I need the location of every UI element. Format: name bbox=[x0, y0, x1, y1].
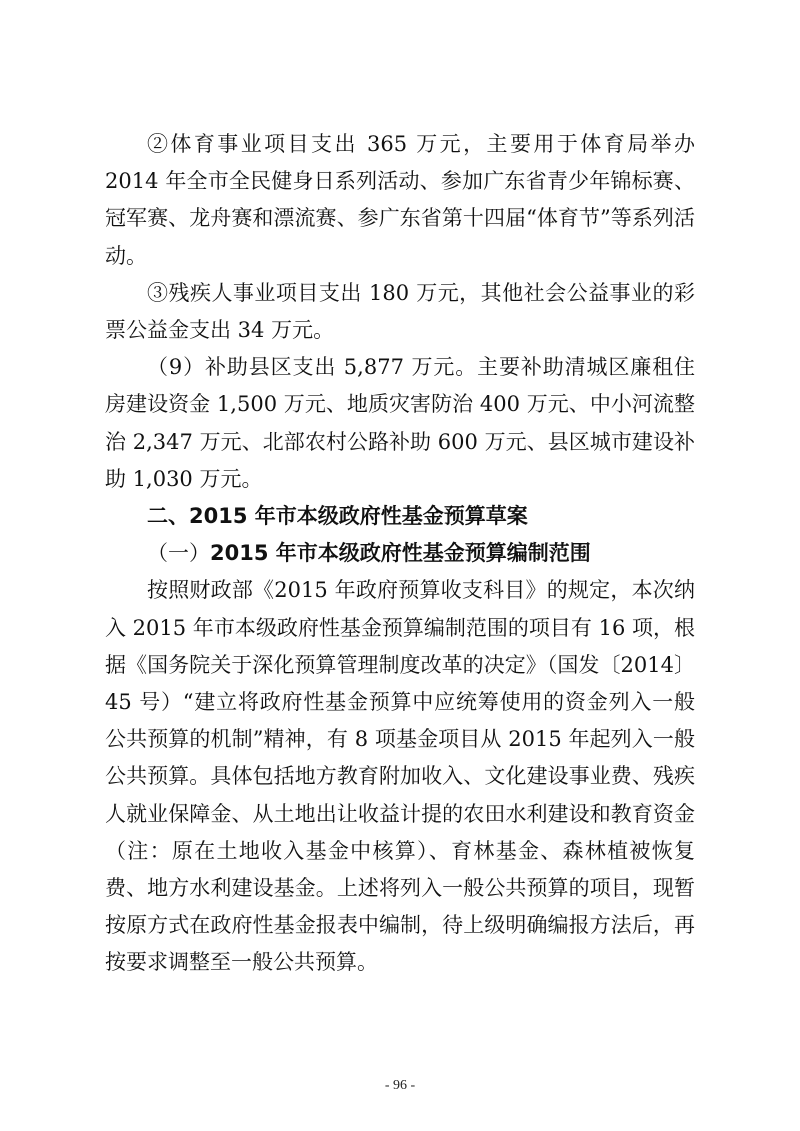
paragraph-disabled-expenditure: ③残疾人事业项目支出 180 万元，其他社会公益事业的彩票公益金支出 34 万元。 bbox=[105, 280, 695, 343]
section-heading: 二、2015 年市本级政府性基金预算草案 bbox=[147, 504, 528, 529]
subsection-title: 2015 年市本级政府性基金预算编制范围 bbox=[210, 541, 591, 566]
page-number: - 96 - bbox=[384, 1078, 416, 1093]
paragraph-county-subsidy: （9）补助县区支出 5,877 万元。主要补助清城区廉租住房建设资金 1,500 万元、地质灾害防治 400 万元、中小河流整治 2,347 万元、北部农村公路补助 600 万元、县区城市建设补助 1,030 万元。 bbox=[105, 355, 696, 491]
paragraph-sports-expenditure: ②体育事业项目支出 365 万元，主要用于体育局举办 2014 年全市全民健身日系列活动、参加广东省青少年锦标赛、冠军赛、龙舟赛和漂流赛、参广东省第十四届“体育节”等系列活动。 bbox=[105, 132, 695, 268]
subsection-heading bbox=[105, 535, 695, 572]
subsection-prefix: （一） bbox=[147, 541, 210, 566]
paragraph-budget-scope: 按照财政部《2015 年政府预算收支科目》的规定，本次纳入 2015 年市本级政府性基金预算编制范围的项目有 16 项，根据《国务院关于深化预算管理制度改革的决定》（国发〔2014〕45 号）“建立将政府性基金预算中应统筹使用的资金列入一般公共预算的机制”精神，有 8 项基金项目从 2015 年起列入一般公共预算。具体包括地方教育附加收入、文化建设事业费、残疾人就业保障金、从土地出让收益计提的农田水利建设和教育资金（注：原在土地收入基金中核算）、育林基金、森林植被恢复费、地方水利建设基金。上述将列入一般公共预算的项目，现暂按原方式在政府性基金报表中编制，待上级明确编报方法后，再按要求调整至一般公共预算。 bbox=[105, 578, 695, 975]
document-body bbox=[105, 126, 695, 982]
